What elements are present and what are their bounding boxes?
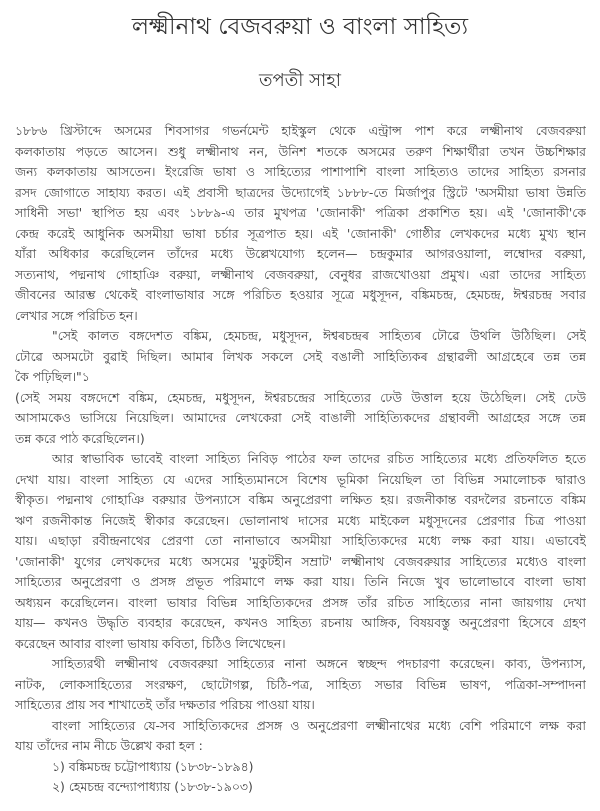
paragraph: [15, 388, 586, 450]
text-line: সত্যনাথ, পদ্মনাথ গোহাঞি বরুয়া, লক্ষ্মীনাথ বেজবরুয়া, বেনুধর রাজখোওয়া প্রমুখ। এরা তাদের সাহিত্য: [15, 266, 586, 282]
paragraph: [15, 326, 586, 388]
author-name: তপতী সাহা: [259, 70, 341, 91]
text-line: তন্ন করে পাঠ করেছিলেন।): [15, 430, 145, 446]
text-line: সাহিত্যরথী লক্ষ্মীনাথ বেজবরুয়া সাহিত্যের নানা অঙ্গনে স্বচ্ছন্দ পদচারণা করেছেন। কাব্য, উপন্যাস,: [52, 656, 586, 671]
text-line: আর স্বাভাবিক ভাবেই বাংলা সাহিত্য নিবিড় পাঠের ফল তাদের রচিত সাহিত্যের মধ্যে প্রতিফলিত হতে: [52, 451, 586, 466]
paragraph: [15, 449, 586, 654]
paragraph: [15, 121, 586, 326]
text-line: লেখার সঙ্গে পরিচিত হন।: [15, 307, 138, 323]
text-line: জন্য কলকাতায় আসতেন। ইংরেজি ভাষা ও সাহিত্যের পাশাপাশি বাংলা সাহিত্যও তাদের সাহিত্য রসনার: [15, 164, 586, 179]
text-line: জীবনের আরম্ভ থেকেই বাংলাভাষার সঙ্গে পরিচিত হওয়ার সূত্রে মধুসূদন, বঙ্কিমচন্দ্র, হেমচন্দ্র, ঈশ্বরচন্দ্র সবার: [15, 287, 586, 302]
text-line: আসামকেও ভাসিয়ে নিয়েছিল। আমাদের লেখকেরা সেই বাঙালী সাহিত্যিকদের গ্রন্থাবলী আগ্রহের সঙ্গে তন্ন: [15, 410, 586, 425]
text-line: অধ্যয়ন করেছিলেন। বাংলা ভাষার বিভিন্ন সাহিত্যিকদের প্রসঙ্গ তাঁর রচিত সাহিত্যের নানা জায়গায় দেখা: [15, 594, 586, 610]
text-line: সাহিত্যের প্রায় সব শাখাতেই তাঁর দক্ষতার পরিচয় পাওয়া যায়।: [15, 697, 315, 712]
text-line: 'জোনাকী' যুগের লেখকদের মধ্যে অসমের 'মুকুটহীন সম্রাট' লক্ষ্মীনাথ বেজবরুয়ার সাহিত্যের মধ্যেও বাংলা: [15, 553, 586, 569]
text-line: যায় তাঁদের নাম নীচে উল্লেখ করা হল :: [15, 738, 203, 753]
text-line: স্বীকৃত। পদ্মনাথ গোহাঞি বরুয়ার উপন্যাসে বঙ্কিম অনুপ্রেরণা লক্ষিত হয়। রজনীকান্ত বরদলৈর রচনাতে বঙ্কিম: [15, 492, 586, 507]
text-line: যায়। এছাড়া রবীন্দ্রনাথের প্রেরণা তো নানাভাবে অসমীয়া সাহিত্যিকদের মধ্যে লক্ষ করা যায়। এভাবেই: [15, 533, 586, 548]
text-line: ঋণ রজনীকান্ত নিজেই স্বীকার করেছেন। ভোলানাথ দাসের মধ্যে মাইকেল মধুসূদনের প্রেরণার চিত্র পাওয়া: [15, 512, 586, 528]
text-line: যাঁরা অধিকার করেছিলেন তাঁদের মধ্যে উল্লেখযোগ্য হলেন— চন্দ্রকুমার আগরওয়ালা, লম্বোদর বরুয়া,: [15, 246, 586, 261]
list-item: ১) বঙ্কিমচন্দ্র চট্টোপাধ্যায় (১৮৩৮-১৮৯৪): [52, 758, 254, 774]
text-line: কেন্দ্র করেই আধুনিক অসমীয়া ভাষা চর্চার সূত্রপাত হয়। এই 'জোনাকী' গোষ্ঠীর লেখকদের মধ্যে মুখ্য স্থান: [15, 225, 586, 241]
text-line: "সেই কালত বঙ্গদেশত বঙ্কিম, হেমচন্দ্ৰ, মধুসূদন, ঈশ্বৰচন্দ্ৰৰ সাহিত্যৰ ঢৌৱে উথলি উঠিছিল। সেই: [52, 328, 586, 343]
text-line: ১৮৮৬ খ্রিস্টাব্দে অসমের শিবসাগর গভর্নমেন্ট হাইস্কুল থেকে এন্ট্রান্স পাশ করে লক্ষ্মীনাথ বেজবরুয়া: [15, 123, 586, 138]
document-body: [15, 121, 586, 798]
document-title: লক্ষ্মীনাথ বেজবরুয়া ও বাংলা সাহিত্য: [131, 14, 469, 40]
text-line: দেখা যায়। বাংলা সাহিত্য যে এদের সাহিত্যমানসে বিশেষ ভূমিকা নিয়েছিল তা বিভিন্ন সমালোচক দ্বারাও: [15, 471, 586, 487]
text-line: করেছেন আবার বাংলা ভাষায় কবিতা, চিঠিও লিখেছেন।: [15, 635, 286, 651]
text-line: নাটক, লোকসাহিত্যের সংরক্ষণ, ছোটোগল্প, চিঠি-পত্র, সাহিত্য সভার বিভিন্ন ভাষণ, পত্রিকা-সম্পাদনা: [15, 676, 586, 692]
text-line: বাংলা সাহিত্যের যে-সব সাহিত্যিকদের প্রসঙ্গ ও অনুপ্রেরণা লক্ষ্মীনাথের মধ্যে বেশি পরিমাণে লক্ষ করা: [52, 717, 586, 733]
text-line: কৈ পঢ়িছিল।"১: [15, 369, 90, 384]
text-line: কলকাতায় পড়তে আসেন। শুধু লক্ষ্মীনাথ নন, উনিশ শতকে অসমের তরুণ শিক্ষার্থীরা তখন উচ্চশিক্ষার: [15, 143, 586, 159]
paragraph: [15, 654, 586, 716]
text-line: ঢৌৱে অসমটো বুৱাই দিছিল। আমাৰ লিখক সকলে সেই বঙালী সাহিত্যিকৰ গ্ৰন্থাৱলী আগ্ৰহেৰে তন্ন তন্ন: [15, 348, 586, 364]
text-line: সাধিনী সভা' স্থাপিত হয় এবং ১৮৮৯-এ তার মুখপত্র 'জোনাকী' পত্রিকা প্রকাশিত হয়। এই 'জোনাকী'কে: [15, 205, 586, 220]
text-line: রসদ জোগাতে সাহায্য করত। এই প্রবাসী ছাত্রদের উদ্যোগেই ১৮৮৮-তে মির্জাপুর স্ট্রিটে 'অসমীয়া ভাষা উন্নতি: [15, 184, 586, 200]
text-line: সাহিত্যের অনুপ্রেরণা ও প্রসঙ্গ প্রভূত পরিমাণে লক্ষ করা যায়। তিনি নিজে খুব ভালোভাবে বাংলা ভাষা: [15, 574, 586, 589]
text-line: যায়— কখনও উদ্ধৃতি ব্যবহার করেছেন, কখনও সাহিত্য রচনায় আঙ্গিক, বিষয়বস্তু অনুপ্রেরণা হিসেবে গ্রহণ: [15, 615, 586, 630]
paragraph: [15, 716, 586, 757]
list-item: ২) হেমচন্দ্র বন্দ্যোপাধ্যায় (১৮৩৮-১৯০৩): [52, 779, 253, 794]
text-line: (সেই সময় বঙ্গদেশে বঙ্কিম, হেমচন্দ্র, মধুসূদন, ঈশ্বরচন্দ্রের সাহিত্যের ঢেউ উত্তাল হয়ে উঠেছিল। সেই ঢেউ: [15, 389, 586, 405]
